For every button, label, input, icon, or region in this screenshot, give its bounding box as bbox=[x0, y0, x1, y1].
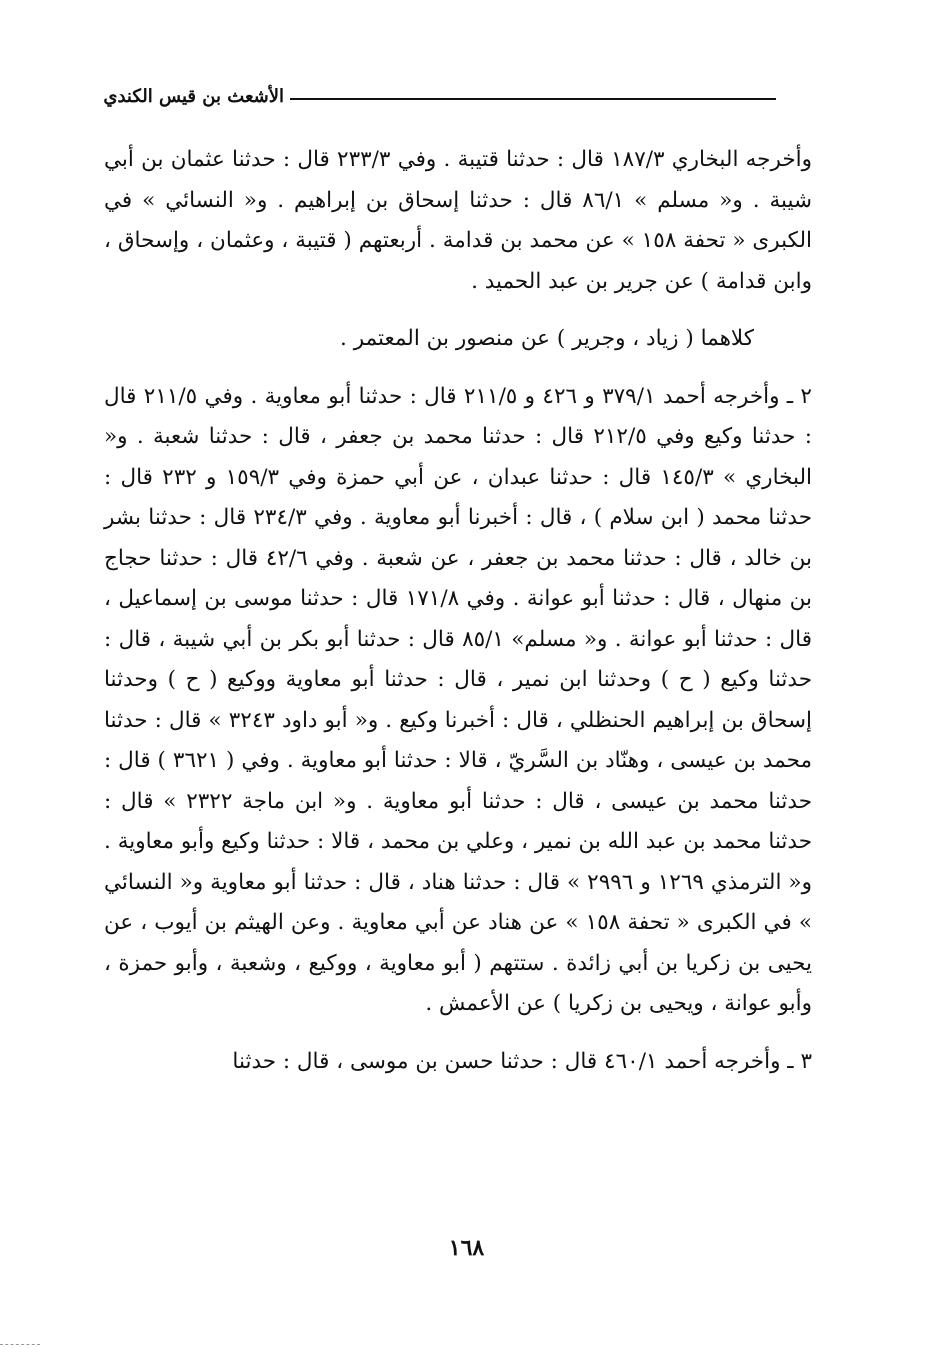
running-header bbox=[103, 86, 776, 108]
header-title: الأشعث بن قيس الكندي bbox=[103, 86, 284, 107]
paragraph-2: كلاهما ( زياد ، وجرير ) عن منصور بن المعتمر . bbox=[340, 326, 754, 351]
page-number: ١٦٨ bbox=[448, 1235, 485, 1261]
paragraph-3: ٢ ـ وأخرجه أحمد ٣٧٩/١ و ٤٢٦ و ٢١١/٥ قال : حدثنا أبو معاوية . وفي ٢١١/٥ قال : حدثنا وكيع وفي ٢١٢/٥ قال : حدثنا محمد بن جعفر ، قال : حدثنا شعبة . و« البخاري » ١٤٥/٣ قال : حدثنا عبدان ، عن أبي حمزة وفي ١٥٩/٣ و ٢٣٢ قال : حدثنا محمد ( ابن سلام ) ، قال : أخبرنا أبو معاوية . وفي ٢٣٤/٣ قال : حدثنا بشر بن خالد ، قال : حدثنا محمد بن جعفر ، عن شعبة . وفي ٤٢/٦ قال : حدثنا حجاج بن منهال ، قال : حدثنا أبو عوانة . وفي ١٧١/٨ قال : حدثنا موسى بن إسماعيل ، قال : حدثنا أبو عوانة . و« مسلم» ٨٥/١ قال : حدثنا أبو بكر بن أبي شيبة ، قال : حدثنا وكيع ( ح ) وحدثنا ابن نمير ، قال : حدثنا أبو معاوية ووكيع ( ح ) وحدثنا إسحاق بن إبراهيم الحنظلي ، قال : أخبرنا وكيع . و« أبو داود ٣٢٤٣ » قال : حدثنا محمد بن عيسى ، وهنّاد بن السَّريّ ، قالا : حدثنا أبو معاوية . وفي ( ٣٦٢١ ) قال : حدثنا محمد بن عيسى ، قال : حدثنا أبو معاوية . و« ابن ماجة ٢٣٢٢ » قال : حدثنا محمد بن عبد الله بن نمير ، وعلي بن محمد ، قالا : حدثنا وكيع وأبو معاوية . و« الترمذي ١٢٦٩ و ٢٩٩٦ » قال : حدثنا هناد ، قال : حدثنا أبو معاوية و« النسائي » في الكبرى « تحفة ١٥٨ » عن هناد عن أبي معاوية . وعن الهيثم بن أيوب ، عن يحيى بن زكريا بن أبي زائدة . ستتهم ( أبو معاوية ، ووكيع ، وشعبة ، وأبو حمزة ، وأبو عوانة ، ويحيى بن زكريا ) عن الأعمش . bbox=[104, 383, 813, 1016]
paragraph-4: ٣ ـ وأخرجه أحمد ٤٦٠/١ قال : حدثنا حسن بن موسى ، قال : حدثنا bbox=[232, 1048, 812, 1074]
header-rule bbox=[290, 98, 776, 100]
body-text bbox=[104, 140, 812, 1082]
paragraph-1: وأخرجه البخاري ١٨٧/٣ قال : حدثنا قتيبة . وفي ٢٣٣/٣ قال : حدثنا عثمان بن أبي شيبة . و« مسلم » ٨٦/١ قال : حدثنا إسحاق بن إبراهيم . و« النسائي » في الكبرى « تحفة ١٥٨ » عن محمد بن قدامة . أربعتهم ( قتيبة ، وعثمان ، وإسحاق ، وابن قدامة ) عن جرير بن عبد الحميد . bbox=[104, 147, 813, 294]
scan-edge-mark bbox=[0, 1344, 40, 1345]
